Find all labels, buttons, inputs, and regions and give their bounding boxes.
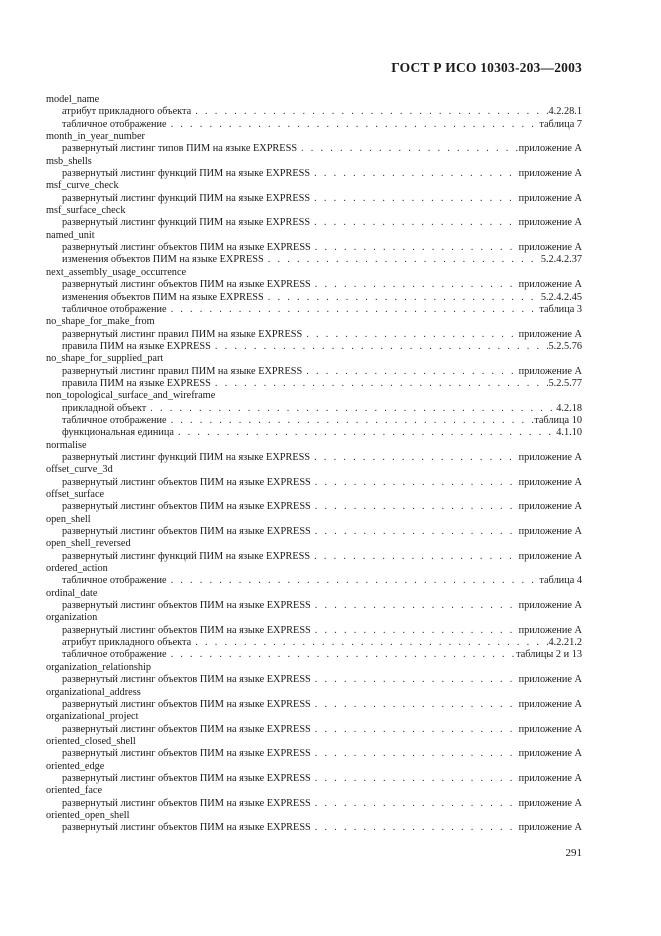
entry-text: табличное отображение [62, 303, 167, 315]
entry-text: развернутый листинг объектов ПИМ на языке EXPRESS [62, 698, 311, 710]
index-entry [46, 452, 582, 464]
index-entry [46, 341, 582, 353]
index-entry [46, 427, 582, 439]
dot-leader [311, 526, 519, 538]
index-term: ordered_action [46, 563, 108, 575]
entry-reference: приложение А [518, 698, 582, 710]
index-entry [46, 625, 582, 637]
index-entry [46, 575, 582, 587]
index-term: msf_surface_check [46, 205, 126, 217]
entry-text: развернутый листинг объектов ПИМ на языке EXPRESS [62, 624, 311, 636]
entry-text: развернутый листинг функций ПИМ на языке EXPRESS [62, 451, 311, 463]
entry-text: развернутый листинг функций ПИМ на языке EXPRESS [62, 168, 311, 180]
dot-leader [311, 773, 519, 785]
dot-leader [311, 279, 519, 291]
dot-leader [310, 551, 519, 563]
dot-leader [310, 452, 519, 464]
index-entry [46, 415, 582, 427]
entry-text: правила ПИМ на языке EXPRESS [62, 340, 211, 352]
entry-reference: приложение А [518, 526, 582, 538]
dot-leader [174, 427, 556, 439]
dot-leader [311, 625, 519, 637]
dot-leader [311, 798, 519, 810]
entry-reference: приложение А [518, 217, 582, 229]
index-entry [46, 526, 582, 538]
index-term: organization [46, 612, 98, 624]
entry-text: развернутый листинг объектов ПИМ на языке EXPRESS [62, 501, 311, 513]
document-header: ГОСТ Р ИСО 10303-203—2003 [391, 60, 582, 75]
dot-leader [311, 724, 519, 736]
dot-leader [167, 575, 540, 587]
index-term: oriented_closed_shell [46, 735, 136, 747]
entry-reference: приложение А [518, 242, 582, 254]
index-entry [46, 168, 582, 180]
entry-reference: приложение А [518, 501, 582, 513]
entry-reference: приложение А [518, 192, 582, 204]
index-term: month_in_year_number [46, 131, 145, 143]
index-entry [46, 329, 582, 341]
entry-text: развернутый листинг правил ПИМ на языке EXPRESS [62, 365, 303, 377]
entry-text: изменения объектов ПИМ на языке EXPRESS [62, 254, 264, 266]
index-entry [46, 217, 582, 229]
dot-leader [310, 217, 519, 229]
entry-reference: таблица 10 [534, 414, 582, 426]
index-entry [46, 403, 582, 415]
entry-text: развернутый листинг функций ПИМ на языке EXPRESS [62, 217, 311, 229]
entry-text: развернутый листинг объектов ПИМ на языке EXPRESS [62, 723, 311, 735]
entry-reference: приложение А [518, 624, 582, 636]
index-term: named_unit [46, 229, 95, 241]
index-entry [46, 477, 582, 489]
index-term: no_shape_for_supplied_part [46, 353, 164, 365]
entry-text: развернутый листинг объектов ПИМ на языке EXPRESS [62, 526, 311, 538]
index-term: open_shell [46, 513, 91, 525]
index-term: model_name [46, 94, 100, 105]
dot-leader [311, 822, 519, 834]
entry-text: изменения объектов ПИМ на языке EXPRESS [62, 291, 264, 303]
index-term: oriented_edge [46, 760, 105, 772]
entry-text: развернутый листинг объектов ПИМ на языке EXPRESS [62, 772, 311, 784]
index-entry [46, 724, 582, 736]
index-term: normalise [46, 439, 87, 451]
index-term: no_shape_for_make_from [46, 316, 155, 328]
entry-text: развернутый листинг объектов ПИМ на языке EXPRESS [62, 279, 311, 291]
entry-text: развернутый листинг правил ПИМ на языке EXPRESS [62, 328, 303, 340]
dot-leader [211, 378, 549, 390]
page-number: 291 [565, 847, 582, 859]
entry-reference: приложение А [518, 451, 582, 463]
entry-reference: приложение А [518, 797, 582, 809]
index-entry [46, 304, 582, 316]
entry-reference: приложение А [518, 168, 582, 180]
entry-reference: приложение А [518, 279, 582, 291]
entry-text: функциональная единица [62, 427, 174, 439]
index-entry [46, 674, 582, 686]
dot-leader [311, 699, 519, 711]
dot-leader [191, 637, 548, 649]
entry-text: развернутый листинг функций ПИМ на языке EXPRESS [62, 550, 311, 562]
index-term: open_shell_reversed [46, 538, 131, 550]
entry-reference: 5.2.5.76 [548, 340, 582, 352]
entry-text: табличное отображение [62, 414, 167, 426]
dot-leader [264, 292, 541, 304]
entry-reference: приложение А [518, 550, 582, 562]
entry-reference: 5.2.5.77 [548, 377, 582, 389]
entry-reference: 4.1.10 [556, 427, 582, 439]
entry-reference: приложение А [518, 476, 582, 488]
dot-leader [211, 341, 549, 353]
entry-text: развернутый листинг объектов ПИМ на языке EXPRESS [62, 600, 311, 612]
dot-leader [311, 477, 519, 489]
index-entry [46, 106, 582, 118]
entry-reference: приложение А [518, 748, 582, 760]
dot-leader [167, 649, 517, 661]
entry-reference: приложение А [518, 723, 582, 735]
index-entry [46, 193, 582, 205]
dot-leader [191, 106, 548, 118]
entry-text: табличное отображение [62, 575, 167, 587]
dot-leader [310, 168, 519, 180]
index-entry [46, 119, 582, 131]
entry-reference: таблицы 2 и 13 [516, 649, 582, 661]
index-term: organizational_address [46, 686, 141, 698]
entry-text: развернутый листинг объектов ПИМ на языке EXPRESS [62, 476, 311, 488]
entry-reference: таблица 4 [539, 575, 582, 587]
index-entry [46, 254, 582, 266]
dot-leader [302, 366, 518, 378]
entry-reference: 5.2.4.2.37 [540, 254, 582, 266]
entry-reference: 4.2.21.2 [548, 637, 582, 649]
index-entry [46, 637, 582, 649]
entry-text: развернутый листинг объектов ПИМ на языке EXPRESS [62, 242, 311, 254]
dot-leader [311, 748, 519, 760]
index-term: oriented_open_shell [46, 809, 130, 821]
entry-text: развернутый листинг типов ПИМ на языке EXPRESS [62, 143, 298, 155]
entry-reference: приложение А [518, 328, 582, 340]
index-entry [46, 798, 582, 810]
index-term: msf_curve_check [46, 180, 119, 192]
dot-leader [311, 501, 519, 513]
index-term: next_assembly_usage_occurrence [46, 266, 187, 278]
index-entry [46, 366, 582, 378]
entry-reference: 4.2.18 [556, 402, 582, 414]
index-term: oriented_face [46, 785, 103, 797]
dot-leader [297, 143, 519, 155]
index-term: ordinal_date [46, 587, 98, 599]
index-entry [46, 600, 582, 612]
index-entry [46, 279, 582, 291]
dot-leader [167, 304, 540, 316]
entry-text: атрибут прикладного объекта [62, 637, 192, 649]
entry-reference: приложение А [518, 772, 582, 784]
index-entry [46, 748, 582, 760]
dot-leader [311, 242, 519, 254]
entry-reference: 5.2.4.2.45 [540, 291, 582, 303]
entry-reference: таблица 7 [539, 118, 582, 130]
entry-reference: приложение А [518, 365, 582, 377]
entry-text: развернутый листинг объектов ПИМ на языке EXPRESS [62, 822, 311, 834]
entry-reference: таблица 3 [539, 303, 582, 315]
index-entry [46, 773, 582, 785]
dot-leader [167, 119, 540, 131]
entry-text: развернутый листинг объектов ПИМ на языке EXPRESS [62, 797, 311, 809]
index-entry [46, 822, 582, 834]
entry-text: прикладной объект [62, 402, 147, 414]
entry-text: табличное отображение [62, 118, 167, 130]
index-term: non_topological_surface_and_wireframe [46, 390, 216, 402]
index-entry [46, 292, 582, 304]
entry-text: правила ПИМ на языке EXPRESS [62, 377, 211, 389]
index-entry [46, 143, 582, 155]
dot-leader [310, 193, 519, 205]
dot-leader [146, 403, 556, 415]
dot-leader [302, 329, 518, 341]
dot-leader [167, 415, 535, 427]
index-term: organizational_project [46, 711, 139, 723]
index-entry [46, 501, 582, 513]
index-entry [46, 551, 582, 563]
index-term: msb_shells [46, 155, 92, 167]
index-term: offset_surface [46, 489, 105, 500]
entry-reference: приложение А [518, 674, 582, 686]
entry-text: развернутый листинг объектов ПИМ на языке EXPRESS [62, 748, 311, 760]
index-entry [46, 699, 582, 711]
dot-leader [311, 674, 519, 686]
dot-leader [311, 600, 519, 612]
dot-leader [264, 254, 541, 266]
entry-text: табличное отображение [62, 649, 167, 661]
entry-text: развернутый листинг объектов ПИМ на языке EXPRESS [62, 674, 311, 686]
index-entry [46, 649, 582, 661]
index-entry [46, 378, 582, 390]
entry-reference: приложение А [518, 143, 582, 155]
index-entry [46, 242, 582, 254]
index-term: organization_relationship [46, 661, 152, 673]
index-list [46, 94, 582, 835]
entry-reference: 4.2.28.1 [548, 106, 582, 118]
entry-text: атрибут прикладного объекта [62, 106, 192, 118]
entry-reference: приложение А [518, 600, 582, 612]
entry-reference: приложение А [518, 822, 582, 834]
index-term: offset_curve_3d [46, 464, 113, 476]
entry-text: развернутый листинг функций ПИМ на языке EXPRESS [62, 192, 311, 204]
